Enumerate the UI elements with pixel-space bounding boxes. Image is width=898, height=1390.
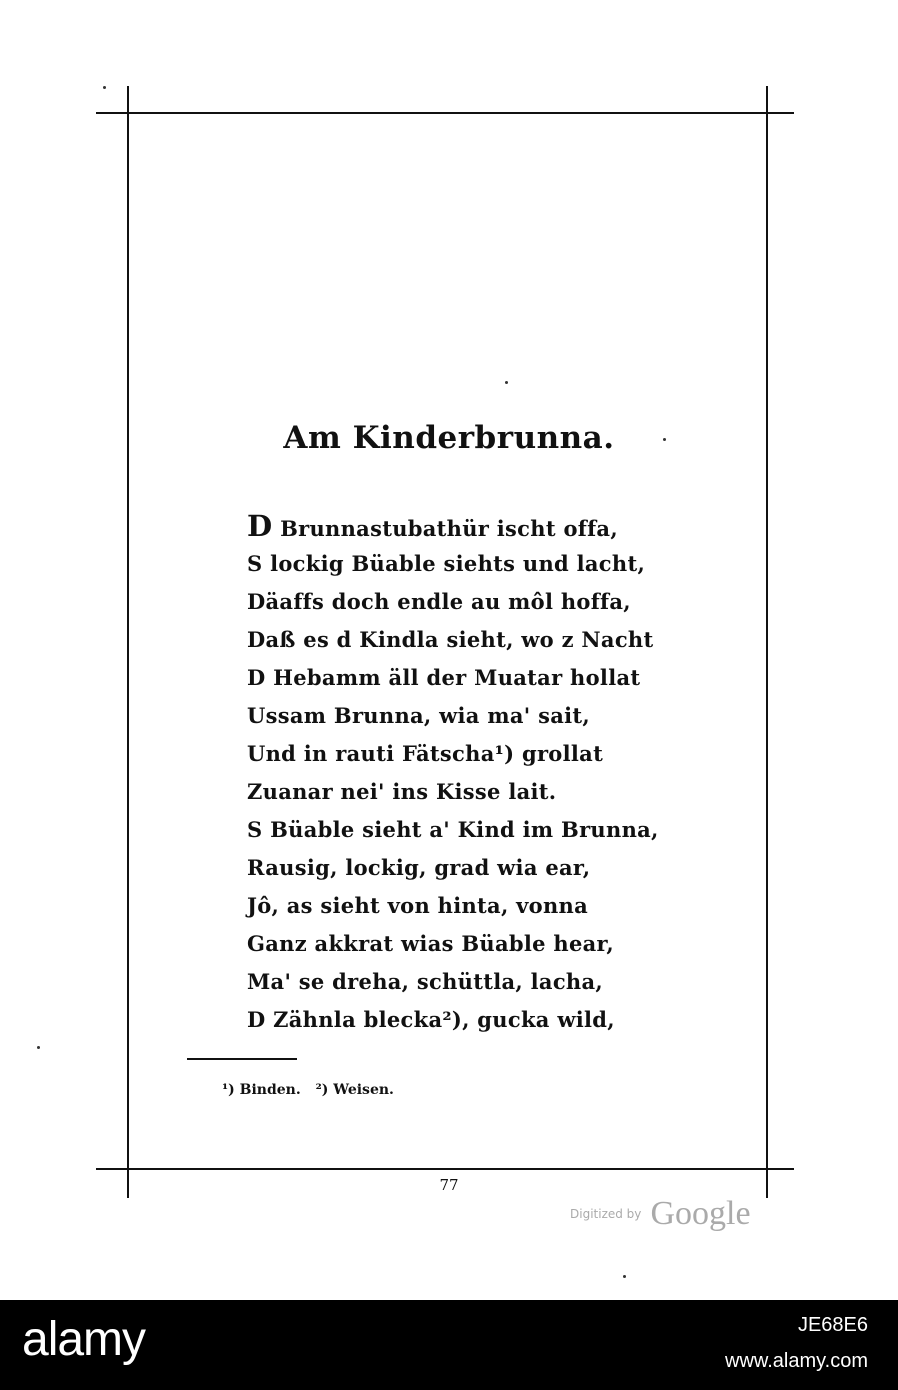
poem-line: Daß es d Kindla sieht, wo z Nacht <box>247 627 654 652</box>
poem-line-text: Brunnastubathür ischt offa, <box>272 516 618 541</box>
alamy-logo: alamy <box>22 1313 146 1366</box>
footnote-1-text: Binden. <box>239 1082 301 1098</box>
footnote-rule <box>187 1058 297 1060</box>
site-url: www.alamy.com <box>725 1350 868 1372</box>
poem-line: S Büable sieht a' Kind im Brunna, <box>247 817 659 842</box>
stock-banner <box>0 1300 898 1390</box>
drop-cap: D <box>247 509 273 543</box>
poem-line: Jô, as sieht von hinta, vonna <box>247 893 589 918</box>
poem-line: Ma' se dreha, schüttla, lacha, <box>247 969 604 994</box>
bottom-rule <box>96 1168 794 1170</box>
poem-line: Däaffs doch endle au môl hoffa, <box>247 589 631 614</box>
footnote-1-mark: ¹) <box>222 1082 235 1098</box>
poem-line: Zuanar nei' ins Kisse lait. <box>247 779 557 804</box>
poem-line-1 <box>247 507 659 545</box>
speck <box>103 86 106 89</box>
page-number: 77 <box>439 1176 459 1194</box>
left-rule <box>127 86 129 1198</box>
right-rule <box>766 86 768 1198</box>
digitized-prefix: Digitized by <box>570 1207 642 1221</box>
footnote-2-mark: ²) <box>315 1082 329 1098</box>
poem-line: Rausig, lockig, grad wia ear, <box>247 855 591 880</box>
poem-line: S lockig Büable siehts und lacht, <box>247 551 646 576</box>
footnotes <box>222 1082 394 1098</box>
poem-line: Ganz akkrat wias Büable hear, <box>247 931 614 956</box>
digitized-watermark <box>570 1195 751 1233</box>
poem-line: D Hebamm äll der Muatar hollat <box>247 665 641 690</box>
poem-line: Und in rauti Fätscha¹) grollat <box>247 741 604 766</box>
poem-title: Am Kinderbrunna. <box>283 420 615 456</box>
image-id: JE68E6 <box>797 1314 868 1336</box>
poem-line: Ussam Brunna, wia ma' sait, <box>247 703 591 728</box>
speck <box>623 1275 626 1278</box>
speck <box>505 381 508 384</box>
top-rule <box>96 112 794 114</box>
speck <box>37 1046 40 1049</box>
google-logo: Google <box>650 1195 751 1232</box>
poem-body <box>247 507 659 1039</box>
footnote-2-text: Weisen. <box>333 1082 394 1098</box>
poem-line: D Zähnla blecka²), gucka wild, <box>247 1007 615 1032</box>
